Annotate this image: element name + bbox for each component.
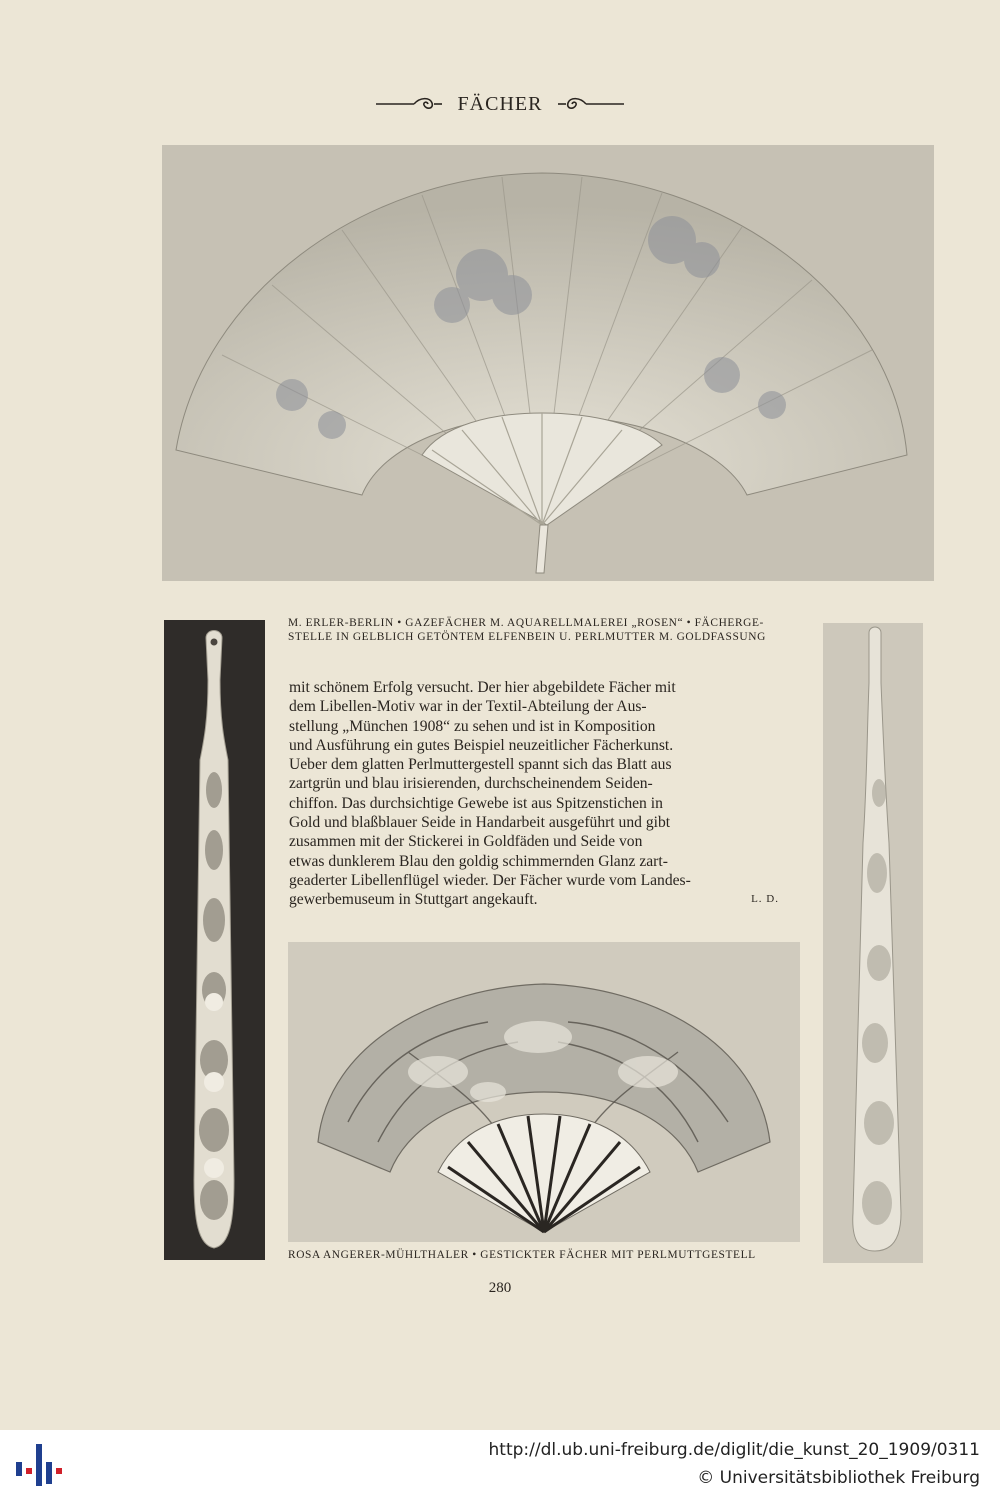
ornament-left-icon bbox=[374, 95, 444, 113]
library-logo-icon bbox=[12, 1440, 62, 1490]
body-line: Gold und blaßblauer Seide in Handarbeit ausgeführt und gibt bbox=[289, 814, 671, 832]
body-line: Ueber dem glatten Perlmuttergestell spannt sich das Blatt aus bbox=[289, 756, 672, 774]
body-line: dem Libellen-Motiv war in der Textil-Abteilung der Aus- bbox=[289, 698, 647, 716]
caption-top bbox=[288, 616, 808, 644]
caption-bottom: ROSA ANGERER-MÜHLTHALER • GESTICKTER FÄCHER MIT PERLMUTTGESTELL bbox=[288, 1249, 756, 1261]
photo-ivory-guard-stick bbox=[164, 620, 265, 1260]
copyright-notice: © Universitätsbibliothek Freiburg bbox=[697, 1468, 980, 1488]
body-line: stellung „München 1908“ zu sehen und ist in Komposition bbox=[289, 717, 656, 735]
caption-top-line1: M. ERLER-BERLIN • GAZEFÄCHER M. AQUARELLMALEREI „ROSEN“ • FÄCHERGE- bbox=[288, 617, 764, 629]
page-title: FÄCHER bbox=[457, 92, 543, 115]
body-line: und Ausführung ein gutes Beispiel neuzeitlicher Fächerkunst. bbox=[289, 736, 674, 754]
running-head bbox=[0, 92, 1000, 116]
body-line: zusammen mit der Stickerei in Goldfäden und Seide von bbox=[289, 833, 643, 851]
caption-top-line2: STELLE IN GELBLICH GETÖNTEM ELFENBEIN U. PERLMUTTER M. GOLDFASSUNG bbox=[288, 631, 766, 643]
page-number: 280 bbox=[488, 1280, 512, 1296]
author-signature: L. D. bbox=[751, 893, 779, 906]
body-line-last bbox=[289, 890, 799, 909]
body-line: geaderter Libellenflügel wieder. Der Fächer wurde vom Landes- bbox=[289, 871, 691, 889]
photo-pearl-guard-stick bbox=[823, 623, 923, 1263]
ornament-right-icon bbox=[556, 95, 626, 113]
body-line: mit schönem Erfolg versucht. Der hier abgebildete Fächer mit bbox=[289, 679, 676, 696]
body-line: chiffon. Das durchsichtige Gewebe ist aus Spitzenstichen in bbox=[289, 794, 663, 812]
photo-rose-fan bbox=[162, 145, 934, 581]
photo-embroidered-fan bbox=[288, 942, 800, 1242]
body-text bbox=[289, 678, 799, 910]
footer-bar bbox=[0, 1430, 1000, 1498]
body-line: zartgrün und blau irisierenden, durchscheinendem Seiden- bbox=[289, 775, 653, 793]
body-line: etwas dunklerem Blau den goldig schimmernden Glanz zart- bbox=[289, 852, 668, 870]
source-url[interactable]: http://dl.ub.uni-freiburg.de/diglit/die_kunst_20_1909/0311 bbox=[488, 1440, 980, 1460]
body-line-text: gewerbemuseum in Stuttgart angekauft. bbox=[289, 891, 538, 909]
